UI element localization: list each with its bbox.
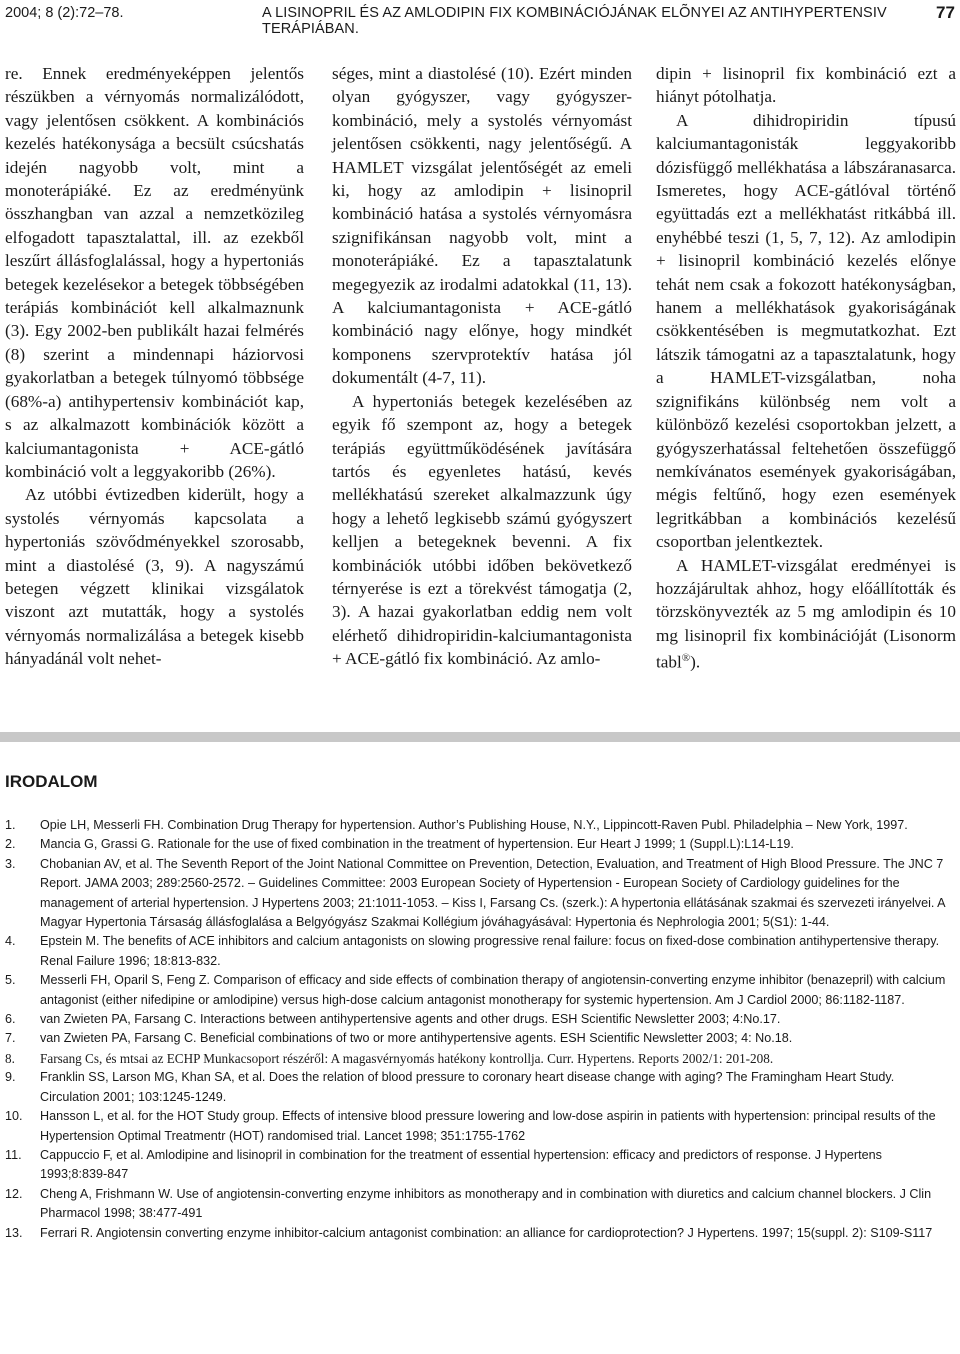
paragraph: re. Ennek eredményeképpen jelentős részükben a vérnyomás normalizálódott, vagy jelentősen csökkent. A kombinációs kezelés hatékonysága a becsült csúcshatás idején nagyobb volt, mint a monoterápiáké. Ez az eredményünk összhangban van azzal a nemzetközileg elfogadott tapasztalattal, ill. az ezekből leszűrt állásfoglalással, hogy a hypertoniás betegek kezelésekor a betegek többségében terápiás kombinációt kell alkalmaznunk (3). Egy 2002-ben publikált hazai felmérés (8) szerint a mindennapi háziorvosi gyakorlatban a betegek túlnyomó többsége (68%-a) antihypertensiv kombinációt kap, s az alkalmazott kombinációk között a kalciumantagonista + ACE-gátló kombináció volt a leggyakoribb (26%). <box>5 64 304 481</box>
reference-number: 13. <box>5 1225 23 1240</box>
paragraph: A dihidropiridin típusú kalciumantagonisták leggyakoribb dózisfüggő mellékhatása a lábszáranasarca. Ismeretes, hogy ACE-gátlóval történő együttadás ezt a mellékhatást ritkábbá ill. enyhébbé teszi (1, 5, 7, 12). Az amlodipin + lisinopril kombináció kezelés előnye tehát nem csak a fokozott hatékonyságban, hanem a mellékhatások gyakoriságának csökkentésében is megmutatkozhat. Ezt látszik támogatni az a tapasztalatunk, hogy a HAMLET-vizsgálatban, noha szignifikáns különbség nem volt a különböző kezelési csoportokban jelzett, a gyógyszerhatással feltehetően összefüggő nemkívánatos események gyakoriságában, mégis feltűnő, hogy ezen események legritkábban a kombinációs kezelésű csoportban jelentkeztek. <box>656 110 956 552</box>
reference-number: 10. <box>5 1109 23 1124</box>
reference-text: Opie LH, Messerli FH. Combination Drug Therapy for hypertension. Author’s Publishing House, N.Y., Lippincott-Raven Publ. Philadelphia – New York, 1997. <box>40 818 908 832</box>
text-column-1 <box>5 62 304 671</box>
reference-number: 6. <box>5 1012 16 1027</box>
text-column-2 <box>332 62 632 671</box>
reference-text: Ferrari R. Angiotensin converting enzyme inhibitor-calcium antagonist combination: an alliance for cardioprotection? J Hypertens. 1997; 15(suppl. 2): S109-S117 <box>40 1225 933 1240</box>
paragraph: A hypertoniás betegek kezelésében az egyik fő szempont az, hogy a betegek terápiás együttműködésének javítására tartós és egyenletes hatású, kevés mellékhatású szereket alkalmazzunk úgy hogy a lehető legkisebb számú gyógyszert kelljen a betegeknek bevenni. A fix kombinációk utóbbi időben bekövetkező térnyerése is ezt a törekvést támogatja (2, 3). A hazai gyakorlatban eddig nem volt elérhető dihidropiridin-kalciumantagonista + ACE-gátló fix kombináció. Az amlo- <box>332 391 632 669</box>
reference-text: Mancia G, Grassi G. Rationale for the use of fixed combination in the treatment of hypertension. Eur Heart J 1999; 1 (Suppl.L):L14-L19. <box>40 837 794 852</box>
reference-text: Cheng A, Frishmann W. Use of angiotensin-converting enzyme inhibitors as monotherapy and in combination with diuretics and calcium channel blockers. J Clin Pharmacol 1998; 38:477-491 <box>40 1186 932 1221</box>
text-column-3 <box>656 62 956 674</box>
reference-text: Franklin SS, Larson MG, Khan SA, et al. Does the relation of blood pressure to coronary heart disease change with aging? The Framingham Heart Study. Circulation 2001; 103:1245-1249. <box>40 1070 895 1104</box>
reference-text: Farsang Cs, és mtsai az ECHP Munkacsoport részéről: A magasvérnyomás hatékony kontrollja. Curr. Hypertens. Reports 2002/1: 201-208. <box>40 1050 774 1066</box>
reference-item <box>0 1068 960 1107</box>
references-heading: IRODALOM <box>5 772 98 791</box>
reference-item <box>0 1185 960 1224</box>
reference-number: 1. <box>5 818 16 832</box>
reference-text: Cappuccio F, et al. Amlodipine and lisinopril in combination for the treatment of essential hypertension: efficacy and predictors of response. J Hypertens 1993;8:839-847 <box>40 1147 882 1182</box>
reference-text: Hansson L, et al. for the HOT Study group. Effects of intensive blood pressure lowering and low-dose aspirin in patients with hypertension: principal results of the Hypertension Optimal Treatmentr (HOT) randomised trial. Lancet 1998; 351:1755-1762 <box>40 1109 936 1143</box>
reference-item <box>0 971 960 1010</box>
reference-text: Messerli FH, Oparil S, Feng Z. Comparison of efficacy and side effects of combination therapy of angiotensin-converting enzyme inhibitor (benazepril) with calcium antagonist (either nifedipine or amlodipine) versus high-dose calcium antagonist monotherapy for systemic hypertension. Am J Cardiol 2000; 86:1182-1187. <box>40 973 946 1007</box>
reference-item <box>0 1146 960 1185</box>
section-divider <box>0 732 960 742</box>
reference-number: 9. <box>5 1070 16 1085</box>
paragraph-text-end: ). <box>690 652 701 672</box>
reference-number: 11. <box>5 1147 22 1162</box>
reference-item <box>0 855 960 933</box>
paragraph: dipin + lisinopril fix kombináció ezt a hiányt pótolhatja. <box>656 64 956 107</box>
paragraph: Az utóbbi évtizedben kiderült, hogy a systolés vérnyomás kapcsolata a hypertoniás szövődményekkel szorosabb, mint a diastolésé (3, 9). A nagyszámú betegen végzett klinikai vizsgálatok viszont azt mutatták, hogy a systolés vérnyomás normalizálása a betegek kisebb hányadánál volt nehet- <box>5 485 304 669</box>
reference-item <box>0 816 960 835</box>
paragraph: séges, mint a diastolésé (10). Ezért minden olyan gyógyszer, vagy gyógyszer-kombináció, mely a systolés vérnyomást jelentősen csökkenti, nagy jelentőségű. A HAMLET vizsgálat jelentőségét az emeli ki, hogy az amlodipin + lisinopril kombináció hatása a systolés vérnyomásra szignifikánsan nagyobb volt, mint a monoterápiáké. Ez a tapasztalatunk megegyezik az irodalmi adatokkal (11, 13). A kalciumantagonista + ACE-gátló kombináció nagy előnye, hogy mindkét komponens szervprotektív hatása jól dokumentált (4-7, 11). <box>332 64 632 388</box>
reference-number: 8. <box>5 1050 15 1066</box>
journal-citation: 2004; 8 (2):72–78. <box>5 5 124 21</box>
reference-number: 5. <box>5 973 16 988</box>
reference-text: van Zwieten PA, Farsang C. Beneficial combinations of two or more antihypertensive agents. ESH Scientific Newsletter 2003; 4: No.18. <box>40 1031 793 1046</box>
reference-text: Epstein M. The benefits of ACE inhibitors and calcium antagonists on slowing progressive renal failure: focus on fixed-dose combination antihypertensive therapy. Renal Failure 1996; 18:813-832. <box>40 934 940 968</box>
article-title: A LISINOPRIL ÉS AZ AMLODIPIN FIX KOMBINÁCIÓJÁNAK ELÕNYEI AZ ANTIHYPERTENSIV TERÁPIÁBAN. <box>262 5 887 37</box>
reference-number: 2. <box>5 837 16 852</box>
reference-number: 12. <box>5 1186 23 1201</box>
reference-number: 7. <box>5 1031 16 1046</box>
reference-item <box>0 835 960 854</box>
registered-mark: ® <box>681 652 691 665</box>
reference-text: van Zwieten PA, Farsang C. Interactions between antihypertensive agents and other drugs. ESH Scientific Newsletter 2003; 4:No.17. <box>40 1012 781 1027</box>
reference-item <box>0 1029 960 1048</box>
reference-item <box>0 1049 960 1068</box>
reference-item <box>0 1107 960 1146</box>
paragraph-text: A HAMLET-vizsgálat eredményei is hozzájárultak ahhoz, hogy előállították és törzskönyvezték az 5 mg amlodipin és 10 mg lisinopril fix kombinációját (Lisonorm tabl <box>656 555 956 672</box>
reference-number: 3. <box>5 856 16 871</box>
running-header <box>0 0 960 37</box>
paragraph <box>656 554 956 675</box>
reference-item <box>0 932 960 971</box>
reference-number: 4. <box>5 934 16 949</box>
reference-text: Chobanian AV, et al. The Seventh Report of the Joint National Committee on Prevention, Detection, Evaluation, and Treatment of High Blood Pressure. The JNC 7 Report. JAMA 2003; 289:2560-2572. – Guidelines Committee: 2003 European Society of Hypertension - European Society of Cardiology guidelines for the management of arterial hypertension. J Hypertens 2003; 21:1011-1053. – Kiss I, Farsang Cs. (szerk.): A hypertonia ellátásának szakmai és szervezeti irányelvei. A Magyar Hypertonia Társaság állásfoglalása a Belgyógyász Szakmai Kollégium jóváhagyásával: Hypertonia és Nephrologia 2001; 5(S1): 1-44. <box>40 856 945 930</box>
reference-item <box>0 1224 960 1243</box>
page-number: 77 <box>936 3 955 22</box>
reference-list <box>0 816 960 1243</box>
reference-item <box>0 1010 960 1029</box>
